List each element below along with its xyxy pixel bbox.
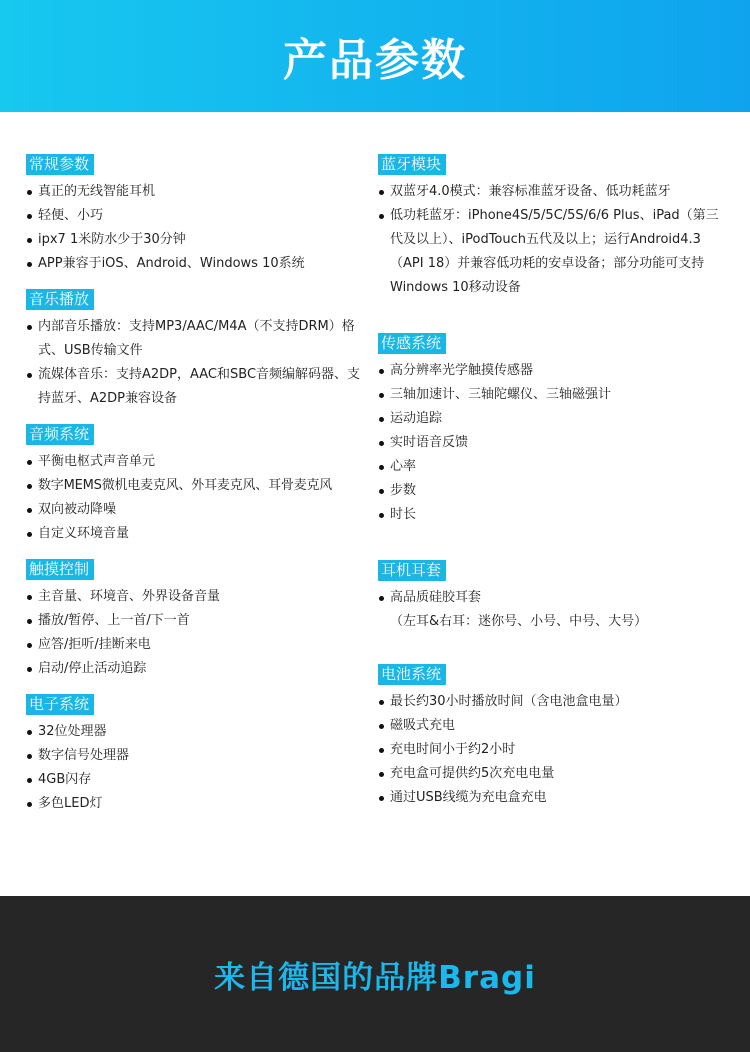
list-item: 时长	[378, 503, 728, 527]
section-touch	[26, 559, 371, 681]
list-item: 高分辨率光学触摸传感器	[378, 359, 728, 383]
section-title: 蓝牙模块	[378, 154, 446, 175]
list-item: 4GB闪存	[26, 768, 371, 792]
list-item: 流媒体音乐：支持A2DP，AAC和SBC音频编解码器、支持蓝牙、A2DP兼容设备	[26, 363, 371, 411]
list-item: 双向被动降噪	[26, 498, 371, 522]
brand-slogan: 来自德国的品牌Bragi	[214, 959, 536, 996]
section-title: 电子系统	[26, 694, 94, 715]
list-item: 双蓝牙4.0模式：兼容标准蓝牙设备、低功耗蓝牙	[378, 180, 728, 204]
section-title: 电池系统	[378, 664, 446, 685]
section-audio	[26, 424, 371, 546]
section-battery	[378, 664, 728, 810]
list-item: 内部音乐播放：支持MP3/AAC/M4A（不支持DRM）格式、USB传输文件	[26, 315, 371, 363]
section-sensors	[378, 333, 728, 527]
header-banner	[0, 0, 750, 112]
list-item: 主音量、环境音、外界设备音量	[26, 585, 371, 609]
page-title: 产品参数	[283, 35, 467, 86]
list-item: 心率	[378, 455, 728, 479]
section-title: 传感系统	[378, 333, 446, 354]
list-item: 多色LED灯	[26, 792, 371, 816]
left-column	[26, 154, 371, 816]
list-item: 平衡电枢式声音单元	[26, 450, 371, 474]
list-item: 磁吸式充电	[378, 714, 728, 738]
list-item: 低功耗蓝牙：iPhone4S/5/5C/5S/6/6 Plus、iPad（第三代及以上）、iPodTouch五代及以上；运行Android4.3（API 18）并兼容低功耗的安卓设备；部分功能可支持Windows 10移动设备	[378, 204, 728, 300]
list-item: 真正的无线智能耳机	[26, 180, 371, 204]
list-item: 运动追踪	[378, 407, 728, 431]
section-title: 音乐播放	[26, 289, 94, 310]
list-item: 32位处理器	[26, 720, 371, 744]
list-item: 轻便、小巧	[26, 204, 371, 228]
list-item: 数字信号处理器	[26, 744, 371, 768]
footer-banner	[0, 896, 750, 1052]
section-eartips	[378, 560, 728, 634]
list-item: （左耳&右耳：迷你号、小号、中号、大号）	[390, 614, 648, 629]
section-bluetooth	[378, 154, 728, 300]
list-item: 播放/暂停、上一首/下一首	[26, 609, 371, 633]
section-music	[26, 289, 371, 411]
list-item: 实时语音反馈	[378, 431, 728, 455]
list-item: 启动/停止活动追踪	[26, 657, 371, 681]
section-title: 音频系统	[26, 424, 94, 445]
section-general	[26, 154, 371, 276]
list-item: 步数	[378, 479, 728, 503]
list-item: 充电盒可提供约5次充电电量	[378, 762, 728, 786]
list-item: ipx7 1米防水少于30分钟	[26, 228, 371, 252]
list-item: 自定义环境音量	[26, 522, 371, 546]
section-title: 常规参数	[26, 154, 94, 175]
list-item: 应答/拒听/挂断来电	[26, 633, 371, 657]
right-column	[378, 154, 728, 810]
section-title: 耳机耳套	[378, 560, 446, 581]
list-item: 三轴加速计、三轴陀螺仪、三轴磁强计	[378, 383, 728, 407]
list-item: 最长约30小时播放时间（含电池盒电量）	[378, 690, 728, 714]
section-electronics	[26, 694, 371, 816]
section-title: 触摸控制	[26, 559, 94, 580]
list-item: APP兼容于iOS、Android、Windows 10系统	[26, 252, 371, 276]
list-item: 通过USB线缆为充电盒充电	[378, 786, 728, 810]
list-item: 数字MEMS微机电麦克风、外耳麦克风、耳骨麦克风	[26, 474, 371, 498]
list-item: 高品质硅胶耳套	[378, 586, 728, 610]
list-item: 充电时间小于约2小时	[378, 738, 728, 762]
